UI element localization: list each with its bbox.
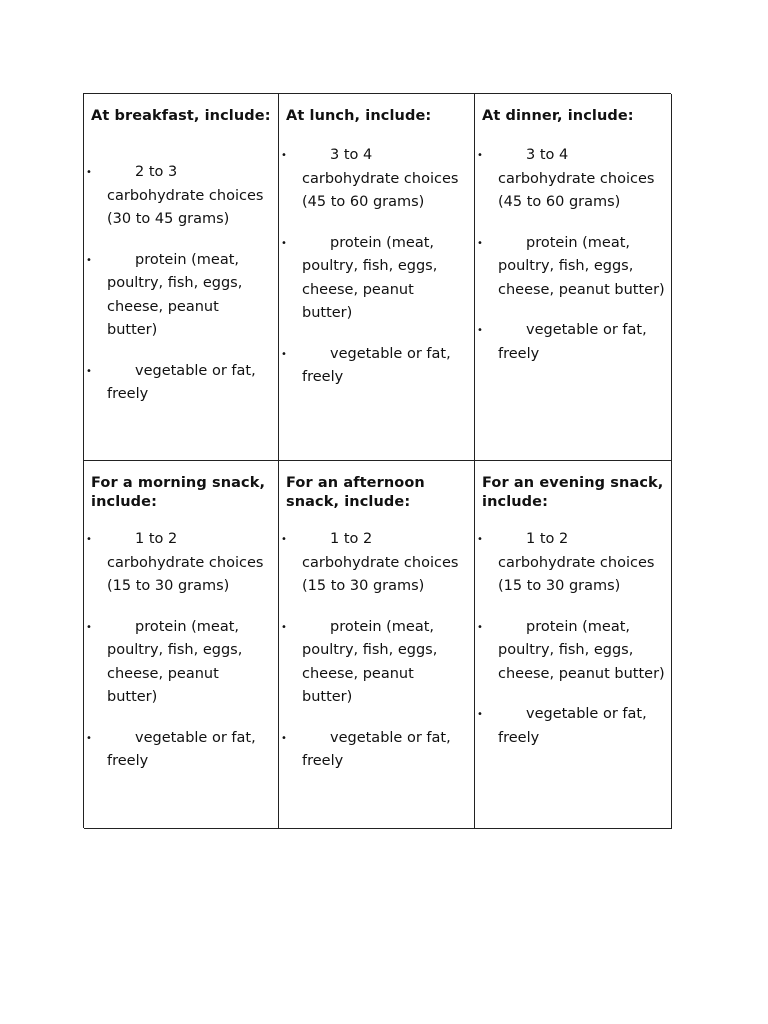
item-text: 3 to 4 carbohydrate choices (45 to 60 grams) <box>498 147 655 210</box>
cell-title: For an evening snack, include: <box>482 475 664 510</box>
bullet-icon: • <box>86 534 92 545</box>
item-list <box>279 528 474 791</box>
cell-breakfast <box>84 94 279 461</box>
bullet-icon: • <box>86 732 92 744</box>
bullet-icon: • <box>477 534 483 545</box>
cell-lunch <box>279 94 475 461</box>
item-text: vegetable or fat, freely <box>302 729 451 769</box>
item-text: vegetable or fat, freely <box>302 345 451 385</box>
list-item <box>475 616 671 687</box>
list-item <box>84 249 278 343</box>
item-list <box>84 161 278 424</box>
bullet-icon: • <box>86 621 92 633</box>
cell-title: At lunch, include: <box>286 108 432 124</box>
list-item <box>279 232 474 326</box>
meal-plan-table <box>83 93 671 828</box>
cell-afternoon-snack <box>279 461 475 829</box>
bullet-icon: • <box>86 365 92 377</box>
cell-morning-snack <box>84 461 279 829</box>
item-text: vegetable or fat, freely <box>498 322 647 362</box>
list-item <box>475 528 671 599</box>
list-item <box>84 161 278 232</box>
list-item <box>84 360 278 407</box>
item-text: vegetable or fat, freely <box>107 729 256 769</box>
item-text: 1 to 2 carbohydrate choices (15 to 30 grams) <box>107 531 264 594</box>
bullet-icon: • <box>281 621 287 633</box>
bullet-icon: • <box>281 237 287 249</box>
list-item <box>475 144 671 215</box>
item-list <box>84 528 278 791</box>
cell-title: For an afternoon snack, include: <box>286 475 425 510</box>
bullet-icon: • <box>477 621 483 633</box>
item-text: vegetable or fat, freely <box>107 362 256 402</box>
item-text: protein (meat, poultry, fish, eggs, cheese, peanut butter) <box>498 618 665 682</box>
cell-title: For a morning snack, include: <box>91 475 266 510</box>
item-text: 1 to 2 carbohydrate choices (15 to 30 grams) <box>498 531 655 594</box>
item-text: 3 to 4 carbohydrate choices (45 to 60 grams) <box>302 147 459 210</box>
list-item <box>279 616 474 710</box>
list-item <box>475 319 671 366</box>
bullet-icon: • <box>86 254 92 266</box>
cell-evening-snack <box>475 461 672 829</box>
cell-title: At dinner, include: <box>482 108 634 124</box>
list-item <box>279 528 474 599</box>
bullet-icon: • <box>86 167 92 178</box>
item-text: protein (meat, poultry, fish, eggs, cheese, peanut butter) <box>302 618 438 705</box>
item-text: protein (meat, poultry, fish, eggs, cheese, peanut butter) <box>498 234 665 298</box>
list-item <box>84 528 278 599</box>
item-list <box>279 144 474 407</box>
bullet-icon: • <box>281 534 287 545</box>
list-item <box>279 144 474 215</box>
list-item <box>84 727 278 774</box>
cell-title: At breakfast, include: <box>91 108 271 124</box>
item-text: protein (meat, poultry, fish, eggs, cheese, peanut butter) <box>302 234 438 321</box>
bullet-icon: • <box>281 150 287 161</box>
bullet-icon: • <box>477 150 483 161</box>
list-item <box>475 232 671 303</box>
list-item <box>279 727 474 774</box>
item-list <box>475 144 671 383</box>
bullet-icon: • <box>281 348 287 360</box>
list-item <box>475 703 671 750</box>
item-text: vegetable or fat, freely <box>498 706 647 746</box>
item-text: protein (meat, poultry, fish, eggs, cheese, peanut butter) <box>107 251 243 338</box>
bullet-icon: • <box>281 732 287 744</box>
bullet-icon: • <box>477 325 483 336</box>
list-item <box>279 343 474 390</box>
item-list <box>475 528 671 767</box>
list-item <box>84 616 278 710</box>
item-text: 1 to 2 carbohydrate choices (15 to 30 grams) <box>302 531 459 594</box>
cell-dinner <box>475 94 672 461</box>
item-text: protein (meat, poultry, fish, eggs, cheese, peanut butter) <box>107 618 243 705</box>
item-text: 2 to 3 carbohydrate choices (30 to 45 grams) <box>107 164 264 227</box>
bullet-icon: • <box>477 709 483 720</box>
bullet-icon: • <box>477 237 483 249</box>
